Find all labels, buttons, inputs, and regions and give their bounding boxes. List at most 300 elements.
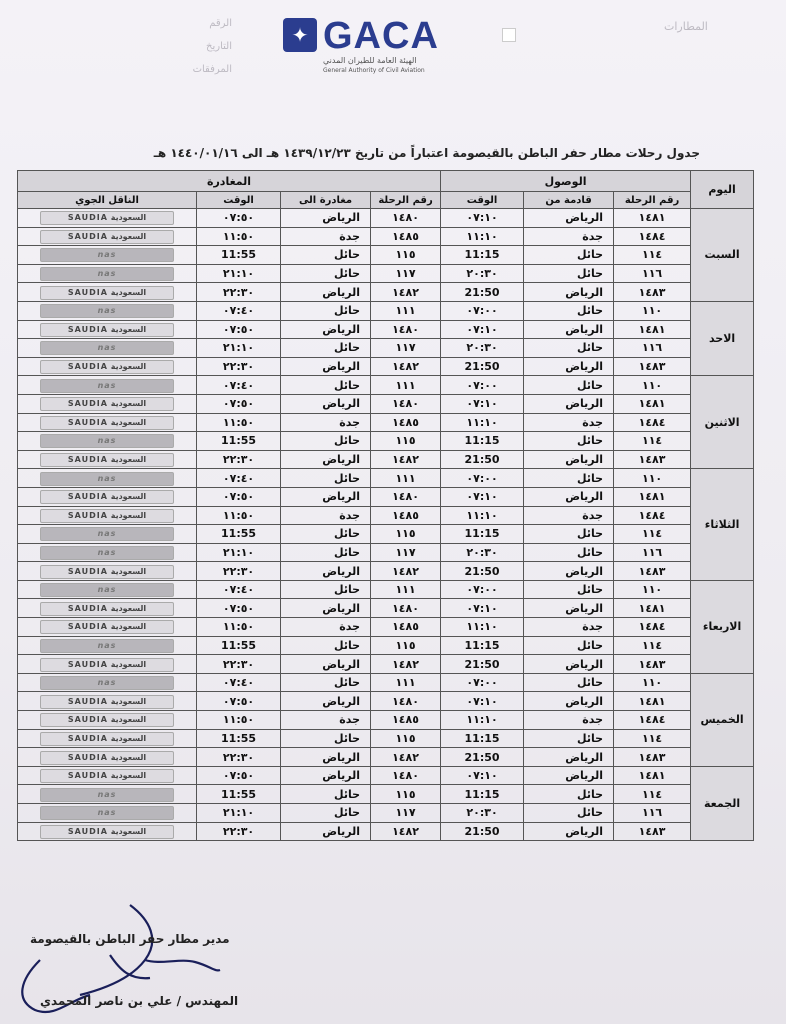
- departure-destination: حائل: [281, 339, 371, 358]
- departure-flight-number: ١١٧: [371, 339, 441, 358]
- carrier-cell: [18, 525, 197, 544]
- arrival-flight-number: ١١٤: [614, 432, 691, 451]
- table-row: [18, 506, 754, 525]
- arrival-origin: حائل: [524, 729, 614, 748]
- carrier-cell: [18, 209, 197, 228]
- carrier-logo: nas: [40, 267, 174, 281]
- table-row: [18, 543, 754, 562]
- carrier-cell: [18, 376, 197, 395]
- departure-flight-number: ١١١: [371, 469, 441, 488]
- arrival-origin: جدة: [524, 618, 614, 637]
- departure-flight-number: ١١٥: [371, 729, 441, 748]
- carrier-logo: السعودية SAUDIA: [40, 695, 174, 709]
- arrival-origin: حائل: [524, 785, 614, 804]
- departure-flight-number: ١٤٨٢: [371, 748, 441, 767]
- carrier-logo: السعودية SAUDIA: [40, 713, 174, 727]
- arrival-time: 11:15: [441, 636, 524, 655]
- departure-destination: حائل: [281, 636, 371, 655]
- carrier-logo: nas: [40, 248, 174, 262]
- departure-destination: حائل: [281, 673, 371, 692]
- table-row: [18, 729, 754, 748]
- departure-destination: الرياض: [281, 487, 371, 506]
- arrival-time: ٠٧:١٠: [441, 599, 524, 618]
- carrier-cell: [18, 264, 197, 283]
- departure-destination: حائل: [281, 543, 371, 562]
- arrival-origin: الرياض: [524, 748, 614, 767]
- table-row: [18, 450, 754, 469]
- carrier-logo: nas: [40, 379, 174, 393]
- carrier-cell: [18, 729, 197, 748]
- carrier-logo: السعودية SAUDIA: [40, 769, 174, 783]
- column-header: رقم الرحلة: [371, 192, 441, 209]
- arrival-origin: جدة: [524, 711, 614, 730]
- carrier-cell: [18, 766, 197, 785]
- carrier-cell: [18, 320, 197, 339]
- carrier-cell: [18, 562, 197, 581]
- departure-time: 11:55: [197, 246, 281, 265]
- departure-header: المغادرة: [18, 171, 441, 192]
- column-header: الناقل الجوي: [18, 192, 197, 209]
- table-row: [18, 394, 754, 413]
- small-stamp-box: [502, 28, 516, 42]
- flight-schedule-table: [17, 170, 754, 841]
- departure-destination: الرياض: [281, 283, 371, 302]
- carrier-cell: [18, 227, 197, 246]
- table-row: [18, 785, 754, 804]
- departure-destination: حائل: [281, 729, 371, 748]
- arrival-flight-number: ١٤٨٣: [614, 357, 691, 376]
- carrier-logo: السعودية SAUDIA: [40, 732, 174, 746]
- table-row: [18, 264, 754, 283]
- arrival-time: ٠٧:١٠: [441, 320, 524, 339]
- arrival-origin: حائل: [524, 636, 614, 655]
- carrier-logo: nas: [40, 546, 174, 560]
- carrier-logo: السعودية SAUDIA: [40, 620, 174, 634]
- carrier-cell: [18, 450, 197, 469]
- arrival-flight-number: ١٤٨١: [614, 692, 691, 711]
- arrival-flight-number: ١١٤: [614, 636, 691, 655]
- table-row: [18, 209, 754, 228]
- arrival-origin: الرياض: [524, 692, 614, 711]
- departure-flight-number: ١٤٨٢: [371, 283, 441, 302]
- arrival-time: 21:50: [441, 357, 524, 376]
- attachments-label: المرفقات: [192, 64, 232, 75]
- arrival-origin: الرياض: [524, 822, 614, 841]
- arrival-flight-number: ١١٤: [614, 729, 691, 748]
- arrival-time: ٠٧:١٠: [441, 209, 524, 228]
- arrival-origin: جدة: [524, 227, 614, 246]
- arrival-flight-number: ١٤٨١: [614, 599, 691, 618]
- arrival-flight-number: ١٤٨١: [614, 394, 691, 413]
- carrier-logo: nas: [40, 639, 174, 653]
- arrival-flight-number: ١١٠: [614, 376, 691, 395]
- arrival-time: ١١:١٠: [441, 227, 524, 246]
- arrival-time: ٠٧:١٠: [441, 766, 524, 785]
- arrival-origin: الرياض: [524, 209, 614, 228]
- table-row: [18, 562, 754, 581]
- arrival-flight-number: ١٤٨١: [614, 487, 691, 506]
- departure-flight-number: ١٤٨٥: [371, 618, 441, 637]
- arrival-origin: حائل: [524, 469, 614, 488]
- schedule-title: جدول رحلات مطار حفر الباطن بالقيصومة اعتباراً من تاريخ ١٤٣٩/١٢/٢٣ هـ الى ١٤٤٠/٠١/١٦ هـ: [153, 146, 700, 160]
- letterhead-fields: [172, 12, 232, 81]
- departure-flight-number: ١٤٨٢: [371, 450, 441, 469]
- departure-flight-number: ١٤٨٥: [371, 413, 441, 432]
- arrival-origin: الرياض: [524, 562, 614, 581]
- arrival-flight-number: ١٤٨١: [614, 320, 691, 339]
- departure-time: 11:55: [197, 432, 281, 451]
- table-row: [18, 469, 754, 488]
- departure-flight-number: ١١١: [371, 673, 441, 692]
- carrier-cell: [18, 432, 197, 451]
- table-row: [18, 766, 754, 785]
- table-row: [18, 246, 754, 265]
- carrier-cell: [18, 283, 197, 302]
- departure-flight-number: ١٤٨٠: [371, 692, 441, 711]
- arrival-flight-number: ١٤٨٣: [614, 655, 691, 674]
- table-row: [18, 301, 754, 320]
- arrival-flight-number: ١١٤: [614, 525, 691, 544]
- departure-time: ٠٧:٤٠: [197, 673, 281, 692]
- carrier-cell: [18, 804, 197, 823]
- table-row: [18, 525, 754, 544]
- arrival-flight-number: ١٤٨٤: [614, 711, 691, 730]
- table-row: [18, 692, 754, 711]
- arrival-time: ٠٧:١٠: [441, 487, 524, 506]
- arrival-flight-number: ١١٤: [614, 246, 691, 265]
- arrival-time: ٢٠:٣٠: [441, 339, 524, 358]
- departure-flight-number: ١٤٨٠: [371, 394, 441, 413]
- carrier-cell: [18, 580, 197, 599]
- departure-time: ٠٧:٤٠: [197, 301, 281, 320]
- table-row: [18, 227, 754, 246]
- departure-time: ٢٢:٣٠: [197, 822, 281, 841]
- arrival-time: 11:15: [441, 525, 524, 544]
- column-header: رقم الرحلة: [614, 192, 691, 209]
- arrival-origin: الرياض: [524, 487, 614, 506]
- carrier-cell: [18, 692, 197, 711]
- departure-flight-number: ١٤٨٠: [371, 320, 441, 339]
- carrier-cell: [18, 822, 197, 841]
- carrier-logo: السعودية SAUDIA: [40, 509, 174, 523]
- day-cell: الجمعة: [691, 766, 754, 840]
- departure-destination: الرياض: [281, 748, 371, 767]
- departure-destination: الرياض: [281, 357, 371, 376]
- arrival-time: 21:50: [441, 562, 524, 581]
- departure-destination: حائل: [281, 525, 371, 544]
- table-row: [18, 804, 754, 823]
- departure-flight-number: ١٤٨٠: [371, 209, 441, 228]
- table-row: [18, 711, 754, 730]
- departure-destination: الرياض: [281, 394, 371, 413]
- carrier-logo: nas: [40, 788, 174, 802]
- carrier-logo: nas: [40, 341, 174, 355]
- table-row: [18, 655, 754, 674]
- departure-time: 11:55: [197, 785, 281, 804]
- arrival-flight-number: ١١٦: [614, 543, 691, 562]
- table-row: [18, 599, 754, 618]
- departure-time: ٠٧:٤٠: [197, 376, 281, 395]
- departure-destination: حائل: [281, 785, 371, 804]
- departure-destination: الرياض: [281, 599, 371, 618]
- gaca-logo: [283, 14, 483, 74]
- departure-flight-number: ١١١: [371, 580, 441, 599]
- departure-time: ٢٢:٣٠: [197, 450, 281, 469]
- departure-destination: جدة: [281, 506, 371, 525]
- ref-number-label: الرقم: [209, 18, 232, 29]
- departure-flight-number: ١١٧: [371, 264, 441, 283]
- carrier-cell: [18, 655, 197, 674]
- arrival-origin: الرياض: [524, 450, 614, 469]
- column-header: قادمة من: [524, 192, 614, 209]
- table-row: [18, 487, 754, 506]
- departure-destination: حائل: [281, 469, 371, 488]
- departure-flight-number: ١٤٨٢: [371, 357, 441, 376]
- departure-time: ٢١:١٠: [197, 264, 281, 283]
- arrival-flight-number: ١١٠: [614, 301, 691, 320]
- arrival-time: ٠٧:١٠: [441, 692, 524, 711]
- arrival-flight-number: ١١٦: [614, 804, 691, 823]
- departure-destination: الرياض: [281, 766, 371, 785]
- departure-time: ٢٢:٣٠: [197, 357, 281, 376]
- arrival-time: ١١:١٠: [441, 618, 524, 637]
- carrier-cell: [18, 618, 197, 637]
- table-row: [18, 580, 754, 599]
- column-header: مغادرة الى: [281, 192, 371, 209]
- carrier-cell: [18, 506, 197, 525]
- departure-destination: جدة: [281, 227, 371, 246]
- arrival-time: 11:15: [441, 785, 524, 804]
- table-row: [18, 339, 754, 358]
- departure-time: ١١:٥٠: [197, 506, 281, 525]
- departure-flight-number: ١٤٨٠: [371, 487, 441, 506]
- arrival-flight-number: ١٤٨٤: [614, 618, 691, 637]
- arrival-time: 21:50: [441, 655, 524, 674]
- carrier-logo: السعودية SAUDIA: [40, 658, 174, 672]
- departure-time: 11:55: [197, 729, 281, 748]
- departure-flight-number: ١١١: [371, 376, 441, 395]
- arrival-flight-number: ١٤٨٤: [614, 506, 691, 525]
- departure-time: ٠٧:٥٠: [197, 209, 281, 228]
- carrier-cell: [18, 636, 197, 655]
- departure-destination: جدة: [281, 711, 371, 730]
- arrival-time: ٠٧:٠٠: [441, 673, 524, 692]
- table-row: [18, 320, 754, 339]
- arrival-flight-number: ١١٦: [614, 339, 691, 358]
- carrier-cell: [18, 711, 197, 730]
- departure-destination: حائل: [281, 432, 371, 451]
- arrival-time: 21:50: [441, 450, 524, 469]
- departure-time: 11:55: [197, 525, 281, 544]
- arrival-origin: الرياض: [524, 357, 614, 376]
- departure-time: ٠٧:٤٠: [197, 469, 281, 488]
- departure-time: ٠٧:٥٠: [197, 766, 281, 785]
- carrier-cell: [18, 413, 197, 432]
- departure-flight-number: ١١٥: [371, 525, 441, 544]
- carrier-cell: [18, 246, 197, 265]
- departure-flight-number: ١٤٨٥: [371, 227, 441, 246]
- departure-destination: الرياض: [281, 320, 371, 339]
- arrival-flight-number: ١١٤: [614, 785, 691, 804]
- carrier-logo: nas: [40, 676, 174, 690]
- departure-time: ٢٢:٣٠: [197, 562, 281, 581]
- carrier-cell: [18, 301, 197, 320]
- departure-destination: الرياض: [281, 562, 371, 581]
- carrier-logo: السعودية SAUDIA: [40, 490, 174, 504]
- day-header: اليوم: [691, 171, 754, 209]
- palm-swords-icon: ✦: [283, 18, 317, 52]
- table-row: [18, 748, 754, 767]
- column-header: الوقت: [197, 192, 281, 209]
- carrier-cell: [18, 469, 197, 488]
- logo-word: GACA: [323, 15, 439, 57]
- departure-flight-number: ١٤٨٥: [371, 711, 441, 730]
- departure-time: 11:55: [197, 636, 281, 655]
- departure-destination: حائل: [281, 301, 371, 320]
- arrival-flight-number: ١٤٨١: [614, 766, 691, 785]
- arrival-origin: الرياض: [524, 655, 614, 674]
- arrival-time: ٠٧:٠٠: [441, 376, 524, 395]
- departure-destination: جدة: [281, 618, 371, 637]
- departure-destination: حائل: [281, 246, 371, 265]
- arrival-flight-number: ١١٠: [614, 469, 691, 488]
- logo-english-name: General Authority of Civil Aviation: [323, 67, 425, 74]
- table-row: [18, 822, 754, 841]
- arrival-time: ١١:١٠: [441, 711, 524, 730]
- departure-flight-number: ١١٥: [371, 636, 441, 655]
- arrival-time: 11:15: [441, 432, 524, 451]
- departure-destination: الرياض: [281, 692, 371, 711]
- departure-time: ١١:٥٠: [197, 413, 281, 432]
- engineer-name: المهندس / علي بن ناصر المحمدي: [40, 994, 239, 1008]
- carrier-cell: [18, 673, 197, 692]
- arrival-time: ٢٠:٣٠: [441, 804, 524, 823]
- arrival-origin: جدة: [524, 413, 614, 432]
- arrival-time: 21:50: [441, 283, 524, 302]
- table-row: [18, 357, 754, 376]
- carrier-logo: السعودية SAUDIA: [40, 286, 174, 300]
- day-cell: الخميس: [691, 673, 754, 766]
- departure-flight-number: ١٤٨٢: [371, 822, 441, 841]
- arrival-origin: الرياض: [524, 766, 614, 785]
- table-row: [18, 376, 754, 395]
- arrival-flight-number: ١٤٨٣: [614, 748, 691, 767]
- departure-flight-number: ١١٥: [371, 432, 441, 451]
- departure-time: ٢٢:٣٠: [197, 283, 281, 302]
- departure-time: ٠٧:٥٠: [197, 487, 281, 506]
- departure-flight-number: ١١٧: [371, 543, 441, 562]
- arrival-flight-number: ١٤٨٣: [614, 562, 691, 581]
- arrival-origin: الرياض: [524, 599, 614, 618]
- arrival-origin: جدة: [524, 506, 614, 525]
- departure-flight-number: ١١١: [371, 301, 441, 320]
- day-cell: الاحد: [691, 301, 754, 375]
- departure-time: ٠٧:٥٠: [197, 692, 281, 711]
- arrival-flight-number: ١٤٨٤: [614, 227, 691, 246]
- arrival-time: ١١:١٠: [441, 506, 524, 525]
- arrival-origin: الرياض: [524, 394, 614, 413]
- departure-time: ١١:٥٠: [197, 618, 281, 637]
- carrier-cell: [18, 487, 197, 506]
- carrier-logo: السعودية SAUDIA: [40, 751, 174, 765]
- carrier-cell: [18, 543, 197, 562]
- arrival-header: الوصول: [441, 171, 691, 192]
- arrival-time: ٠٧:١٠: [441, 394, 524, 413]
- arrival-origin: حائل: [524, 804, 614, 823]
- carrier-logo: السعودية SAUDIA: [40, 230, 174, 244]
- carrier-cell: [18, 339, 197, 358]
- day-cell: الاثنين: [691, 376, 754, 469]
- carrier-cell: [18, 785, 197, 804]
- carrier-cell: [18, 748, 197, 767]
- carrier-logo: السعودية SAUDIA: [40, 360, 174, 374]
- day-cell: السبت: [691, 209, 754, 302]
- departure-flight-number: ١٤٨٥: [371, 506, 441, 525]
- date-label: التاريخ: [206, 41, 232, 52]
- departure-time: ٢١:١٠: [197, 804, 281, 823]
- departure-time: ٢٢:٣٠: [197, 655, 281, 674]
- departure-destination: الرياض: [281, 209, 371, 228]
- carrier-logo: السعودية SAUDIA: [40, 211, 174, 225]
- departure-flight-number: ١١٥: [371, 785, 441, 804]
- arrival-flight-number: ١٤٨٤: [614, 413, 691, 432]
- departure-flight-number: ١٤٨٠: [371, 599, 441, 618]
- carrier-cell: [18, 394, 197, 413]
- arrival-origin: حائل: [524, 339, 614, 358]
- departure-destination: حائل: [281, 376, 371, 395]
- arrival-origin: حائل: [524, 580, 614, 599]
- manager-title: مدير مطار حفر الباطن بالقيصومة: [30, 932, 230, 946]
- departure-destination: حائل: [281, 264, 371, 283]
- arrival-flight-number: ١٤٨٣: [614, 450, 691, 469]
- arrival-flight-number: ١٤٨٣: [614, 822, 691, 841]
- departure-flight-number: ١٤٨٢: [371, 562, 441, 581]
- arrival-time: 11:15: [441, 729, 524, 748]
- carrier-logo: nas: [40, 472, 174, 486]
- carrier-logo: السعودية SAUDIA: [40, 416, 174, 430]
- table-row: [18, 432, 754, 451]
- arrival-time: 21:50: [441, 748, 524, 767]
- departure-time: ٠٧:٥٠: [197, 394, 281, 413]
- departure-destination: الرياض: [281, 822, 371, 841]
- day-cell: الثلاثاء: [691, 469, 754, 581]
- carrier-logo: nas: [40, 527, 174, 541]
- carrier-cell: [18, 357, 197, 376]
- arrival-flight-number: ١٤٨١: [614, 209, 691, 228]
- arrival-flight-number: ١١٠: [614, 580, 691, 599]
- arrival-origin: حائل: [524, 432, 614, 451]
- column-header: الوقت: [441, 192, 524, 209]
- departure-time: ٠٧:٥٠: [197, 599, 281, 618]
- carrier-logo: السعودية SAUDIA: [40, 565, 174, 579]
- table-row: [18, 636, 754, 655]
- logo-arabic-name: الهيئة العامة للطيران المدني: [323, 56, 417, 65]
- departure-flight-number: ١٤٨٢: [371, 655, 441, 674]
- arrival-time: 21:50: [441, 822, 524, 841]
- arrival-flight-number: ١٤٨٣: [614, 283, 691, 302]
- departure-time: ٢١:١٠: [197, 543, 281, 562]
- carrier-logo: السعودية SAUDIA: [40, 453, 174, 467]
- table-row: [18, 413, 754, 432]
- table-row: [18, 283, 754, 302]
- carrier-logo: nas: [40, 434, 174, 448]
- departure-flight-number: ١١٥: [371, 246, 441, 265]
- departure-destination: حائل: [281, 804, 371, 823]
- day-cell: الاربعاء: [691, 580, 754, 673]
- departure-time: ١١:٥٠: [197, 711, 281, 730]
- arrival-time: ٢٠:٣٠: [441, 264, 524, 283]
- arrival-origin: الرياض: [524, 283, 614, 302]
